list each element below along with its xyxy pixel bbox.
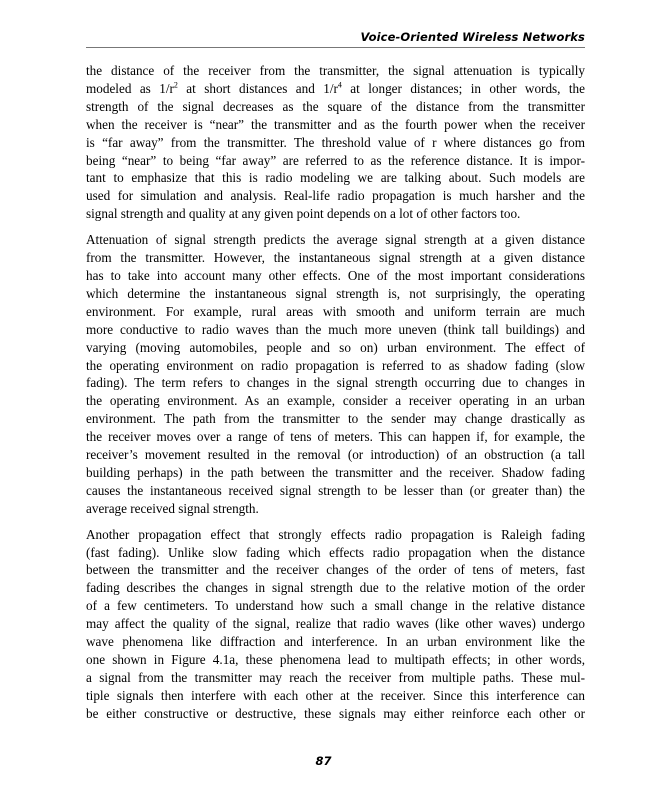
paragraph-1	[86, 62, 585, 223]
text-line: used for simulation and analysis. Real-life radio propagation is much harsher and the	[86, 188, 585, 204]
text-line: when the receiver is “near” the transmitter and as the fourth power when the receiver	[86, 116, 585, 132]
text-line: one shown in Figure 4.1a, these phenomena lead to multipath effects; in other words,	[86, 652, 585, 667]
text-line: may affect the quality of the signal, realize that radio waves (like other waves) undergo	[86, 616, 585, 632]
page-number: 87	[315, 754, 332, 768]
text-line-formula	[86, 80, 585, 98]
text-line: environment. For example, rural areas with smooth and uniform terrain are much	[86, 303, 585, 319]
text-line: the operating environment. As an example, consider a receiver operating in an urban	[86, 393, 585, 409]
text-line: the receiver moves over a range of tens of meters. This can happen if, for example, the	[86, 429, 585, 445]
text-line: receiver’s movement resulted in the removal (or introduction) of an obstruction (a tall	[86, 447, 585, 463]
text-line: tiple signals then interfere with each other at the receiver. Since this interference can	[86, 687, 585, 703]
text-line: which determine the instantaneous signal strength is, not surprisingly, the operating	[86, 285, 585, 301]
text-line: more conductive to radio waves than the much more uneven (think tall buildings) and	[86, 321, 585, 337]
text-line: has to take into account many other effects. One of the most important considerations	[86, 267, 585, 283]
text-line: from the transmitter. However, the instantaneous signal strength at a given distance	[86, 250, 585, 266]
text-line: fading describes the changes in signal strength due to the relative motion of the order	[86, 580, 585, 596]
exponent: 2	[173, 80, 178, 90]
body-text	[86, 62, 585, 723]
formula-text: at short distances and 1/r	[177, 80, 338, 96]
text-line: of a few centimeters. To understand how such a small change in the relative distance	[86, 598, 585, 614]
paragraph-2	[86, 231, 585, 518]
text-line: a signal from the transmitter may reach the receiver from multiple paths. These mul-	[86, 669, 585, 685]
text-line: strength of the signal decreases as the square of the distance from the transmitter	[86, 98, 585, 114]
header-rule	[86, 47, 585, 48]
text-line: signal strength and quality at any given point depends on a lot of other factors too.	[86, 206, 521, 222]
paragraph-3	[86, 526, 585, 723]
text-line: the operating environment on radio propagation is referred to as shadow fading (slow	[86, 357, 585, 373]
text-line: varying (moving automobiles, people and so on) urban environment. The effect of	[86, 339, 585, 355]
text-line: building perhaps) in the path between the transmitter and the receiver. Shadow fading	[86, 464, 585, 480]
text-line: average received signal strength.	[86, 500, 259, 516]
text-line: being “near” to being “far away” are referred to as the reference distance. It is impor-	[86, 152, 585, 168]
running-header: Voice-Oriented Wireless Networks	[360, 30, 585, 44]
text-line: causes the instantaneous received signal strength to be lesser than (or greater than) the	[86, 482, 585, 498]
text-line: wave phenomena like diffraction and interference. In an urban environment like the	[86, 634, 585, 650]
text-line: fading). The term refers to changes in the signal strength occurring due to changes in	[86, 375, 585, 391]
text-line: (fast fading). Unlike slow fading which effects radio propagation when the distance	[86, 544, 585, 560]
text-line: Another propagation effect that strongly effects radio propagation is Raleigh fading	[86, 526, 585, 542]
text-line: tant to emphasize that this is radio modeling we are talking about. Such models are	[86, 170, 585, 186]
text-line: the distance of the receiver from the transmitter, the signal attenuation is typically	[86, 63, 585, 78]
text-line: Attenuation of signal strength predicts the average signal strength at a given distance	[86, 232, 585, 248]
text-line: be either constructive or destructive, these signals may either reinforce each other or	[86, 705, 585, 721]
text-line: is “far away” from the transmitter. The threshold value of r where distances go from	[86, 134, 585, 150]
text-line: environment. The path from the transmitter to the sender may change drastically as	[86, 411, 585, 427]
formula-text: at longer distances; in other words, the	[341, 80, 585, 96]
exponent: 4	[337, 80, 342, 90]
text-line: between the transmitter and the receiver changes of the order of tens of meters, fast	[86, 562, 585, 578]
formula-text: modeled as 1/r	[86, 80, 174, 96]
